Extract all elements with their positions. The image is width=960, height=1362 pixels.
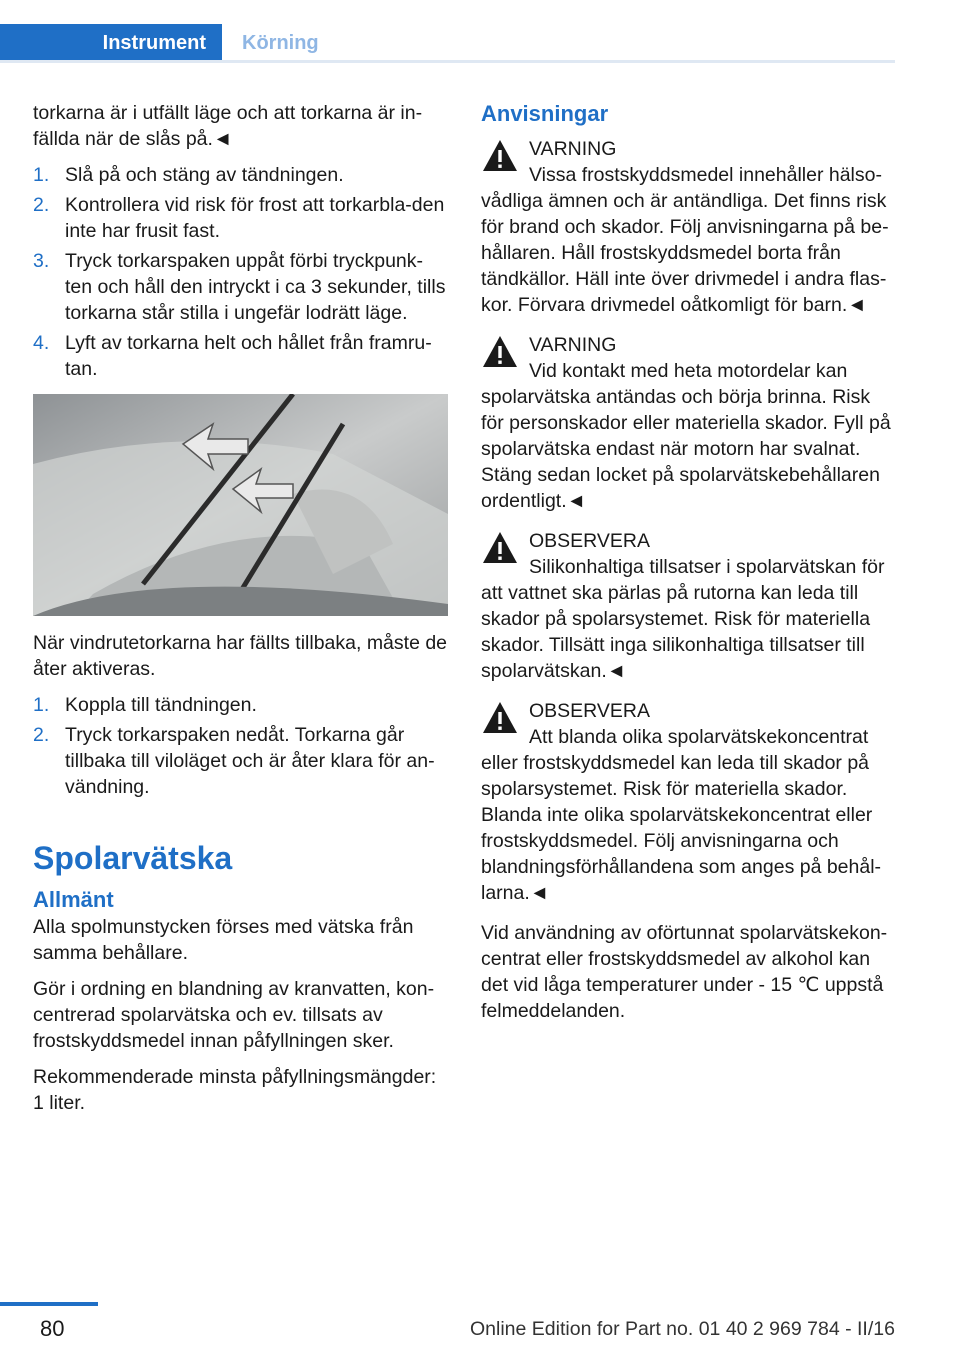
- notes-title: Anvisningar: [481, 101, 609, 126]
- tab-instrument[interactable]: Instrument: [0, 24, 222, 62]
- step-number: 2.: [33, 724, 50, 746]
- warning-text: Vid kontakt med heta motordelar kan spolarvätska antändas och börja brinna. Risk för personskador eller materiella skador. Fyll på spolarvätska endast när motorn har svalnat. Stäng sedan locket på spolarvätskebehållaren ordentligt.◄: [481, 360, 891, 512]
- header-tabs: [0, 0, 895, 62]
- warning-text: Vissa frostskyddsmedel innehåller hälso-vådliga ämnen och är antändliga. Det finns risk för brand och skador. Följ anvisningarna på be-hållaren. Håll frostskyddsmedel borta från tändkällor. Häll inte över drivmedel i andra flas-kor. Förvara drivmedel oåtkomligt för barn.◄: [481, 164, 889, 316]
- list-item: [33, 692, 448, 718]
- caution-triangle-icon: [481, 700, 519, 736]
- step-text: Koppla till tändningen.: [65, 694, 257, 716]
- caution-text: Att blanda olika spolarvätskekoncentrat eller frostskyddsmedel kan leda till skador på spolarsystemet. Risk för materiella skador. Blanda inte olika spolarvätskekoncentrat eller frostskyddsmedel. Följ anvisningarna och blandningsförhållandena som anges på behål-larna.◄: [481, 726, 882, 904]
- step-text: Kontrollera vid risk för frost att torkarbla-den inte har frusit fast.: [65, 194, 445, 242]
- step-text: Tryck torkarspaken nedåt. Torkarna går tillbaka till viloläget och är åter klara för an-vändning.: [65, 724, 435, 798]
- subsection-title: Allmänt: [33, 887, 114, 912]
- list-item: [33, 722, 448, 800]
- list-item: [33, 330, 448, 382]
- caution-block: [481, 698, 896, 906]
- paragraph: Vid användning av oförtunnat spolarvätskekon-centrat eller frostskyddsmedel av alkohol kan det vid låga temperaturer under - 15 ℃ uppstå felmeddelanden.: [481, 922, 888, 1022]
- step-number: 3.: [33, 250, 50, 272]
- paragraph: Alla spolmunstycken förses med vätska från samma behållare.: [33, 916, 414, 964]
- step-number: 1.: [33, 164, 50, 186]
- list-item: [33, 248, 448, 326]
- caution-text: Silikonhaltiga tillsatser i spolarvätskan för att vattnet ska pärlas på rutorna kan leda till skador på spolarsystemet. Risk för materiella skador. Tillsätt inga silikonhaltiga tillsatser till spolarvätskan.◄: [481, 556, 885, 682]
- reactivate-text: När vindrutetorkarna har fällts tillbaka, måste de åter aktiveras.: [33, 632, 448, 680]
- step-text: Tryck torkarspaken uppåt förbi tryckpunk-ten och håll den intryckt i ca 3 sekunder, tills torkarna står stilla i ungefär lodrätt läge.: [65, 250, 446, 324]
- warning-label: VARNING: [529, 138, 617, 160]
- warning-label: VARNING: [529, 334, 617, 356]
- step-text: Slå på och stäng av tändningen.: [65, 164, 344, 186]
- tab-korning[interactable]: Körning: [222, 24, 895, 62]
- step-number: 4.: [33, 332, 50, 354]
- edition-text: Online Edition for Part no. 01 40 2 969 784 - II/16: [470, 1318, 895, 1340]
- caution-triangle-icon: [481, 530, 519, 566]
- step-text: Lyft av torkarna helt och hållet från framru-tan.: [65, 332, 432, 380]
- caution-label: OBSERVERA: [529, 530, 651, 552]
- warning-block: [481, 136, 896, 318]
- right-column: [481, 100, 896, 1034]
- page-number: 80: [40, 1316, 65, 1341]
- steps-list-1: [33, 162, 448, 382]
- step-number: 1.: [33, 694, 50, 716]
- warning-triangle-icon: [481, 138, 519, 174]
- paragraph: Rekommenderade minsta påfyllningsmängder: 1 liter.: [33, 1066, 437, 1114]
- section-title: Spolarvätska: [33, 840, 233, 876]
- left-column: [33, 100, 448, 1126]
- caution-label: OBSERVERA: [529, 700, 651, 722]
- warning-block: [481, 332, 896, 514]
- paragraph: Gör i ordning en blandning av kranvatten, kon-centrerad spolarvätska och ev. tillsats av frostskyddsmedel innan påfyllningen sker.: [33, 978, 435, 1052]
- header-rule: [0, 60, 895, 63]
- list-item: [33, 192, 448, 244]
- steps-list-2: [33, 692, 448, 800]
- warning-triangle-icon: [481, 334, 519, 370]
- intro-text: torkarna är i utfällt läge och att torkarna är in-fällda när de slås på.◄: [33, 102, 423, 150]
- wiper-illustration: [33, 394, 448, 616]
- footer-rule: [0, 1302, 98, 1306]
- step-number: 2.: [33, 194, 50, 216]
- caution-block: [481, 528, 896, 684]
- list-item: [33, 162, 448, 188]
